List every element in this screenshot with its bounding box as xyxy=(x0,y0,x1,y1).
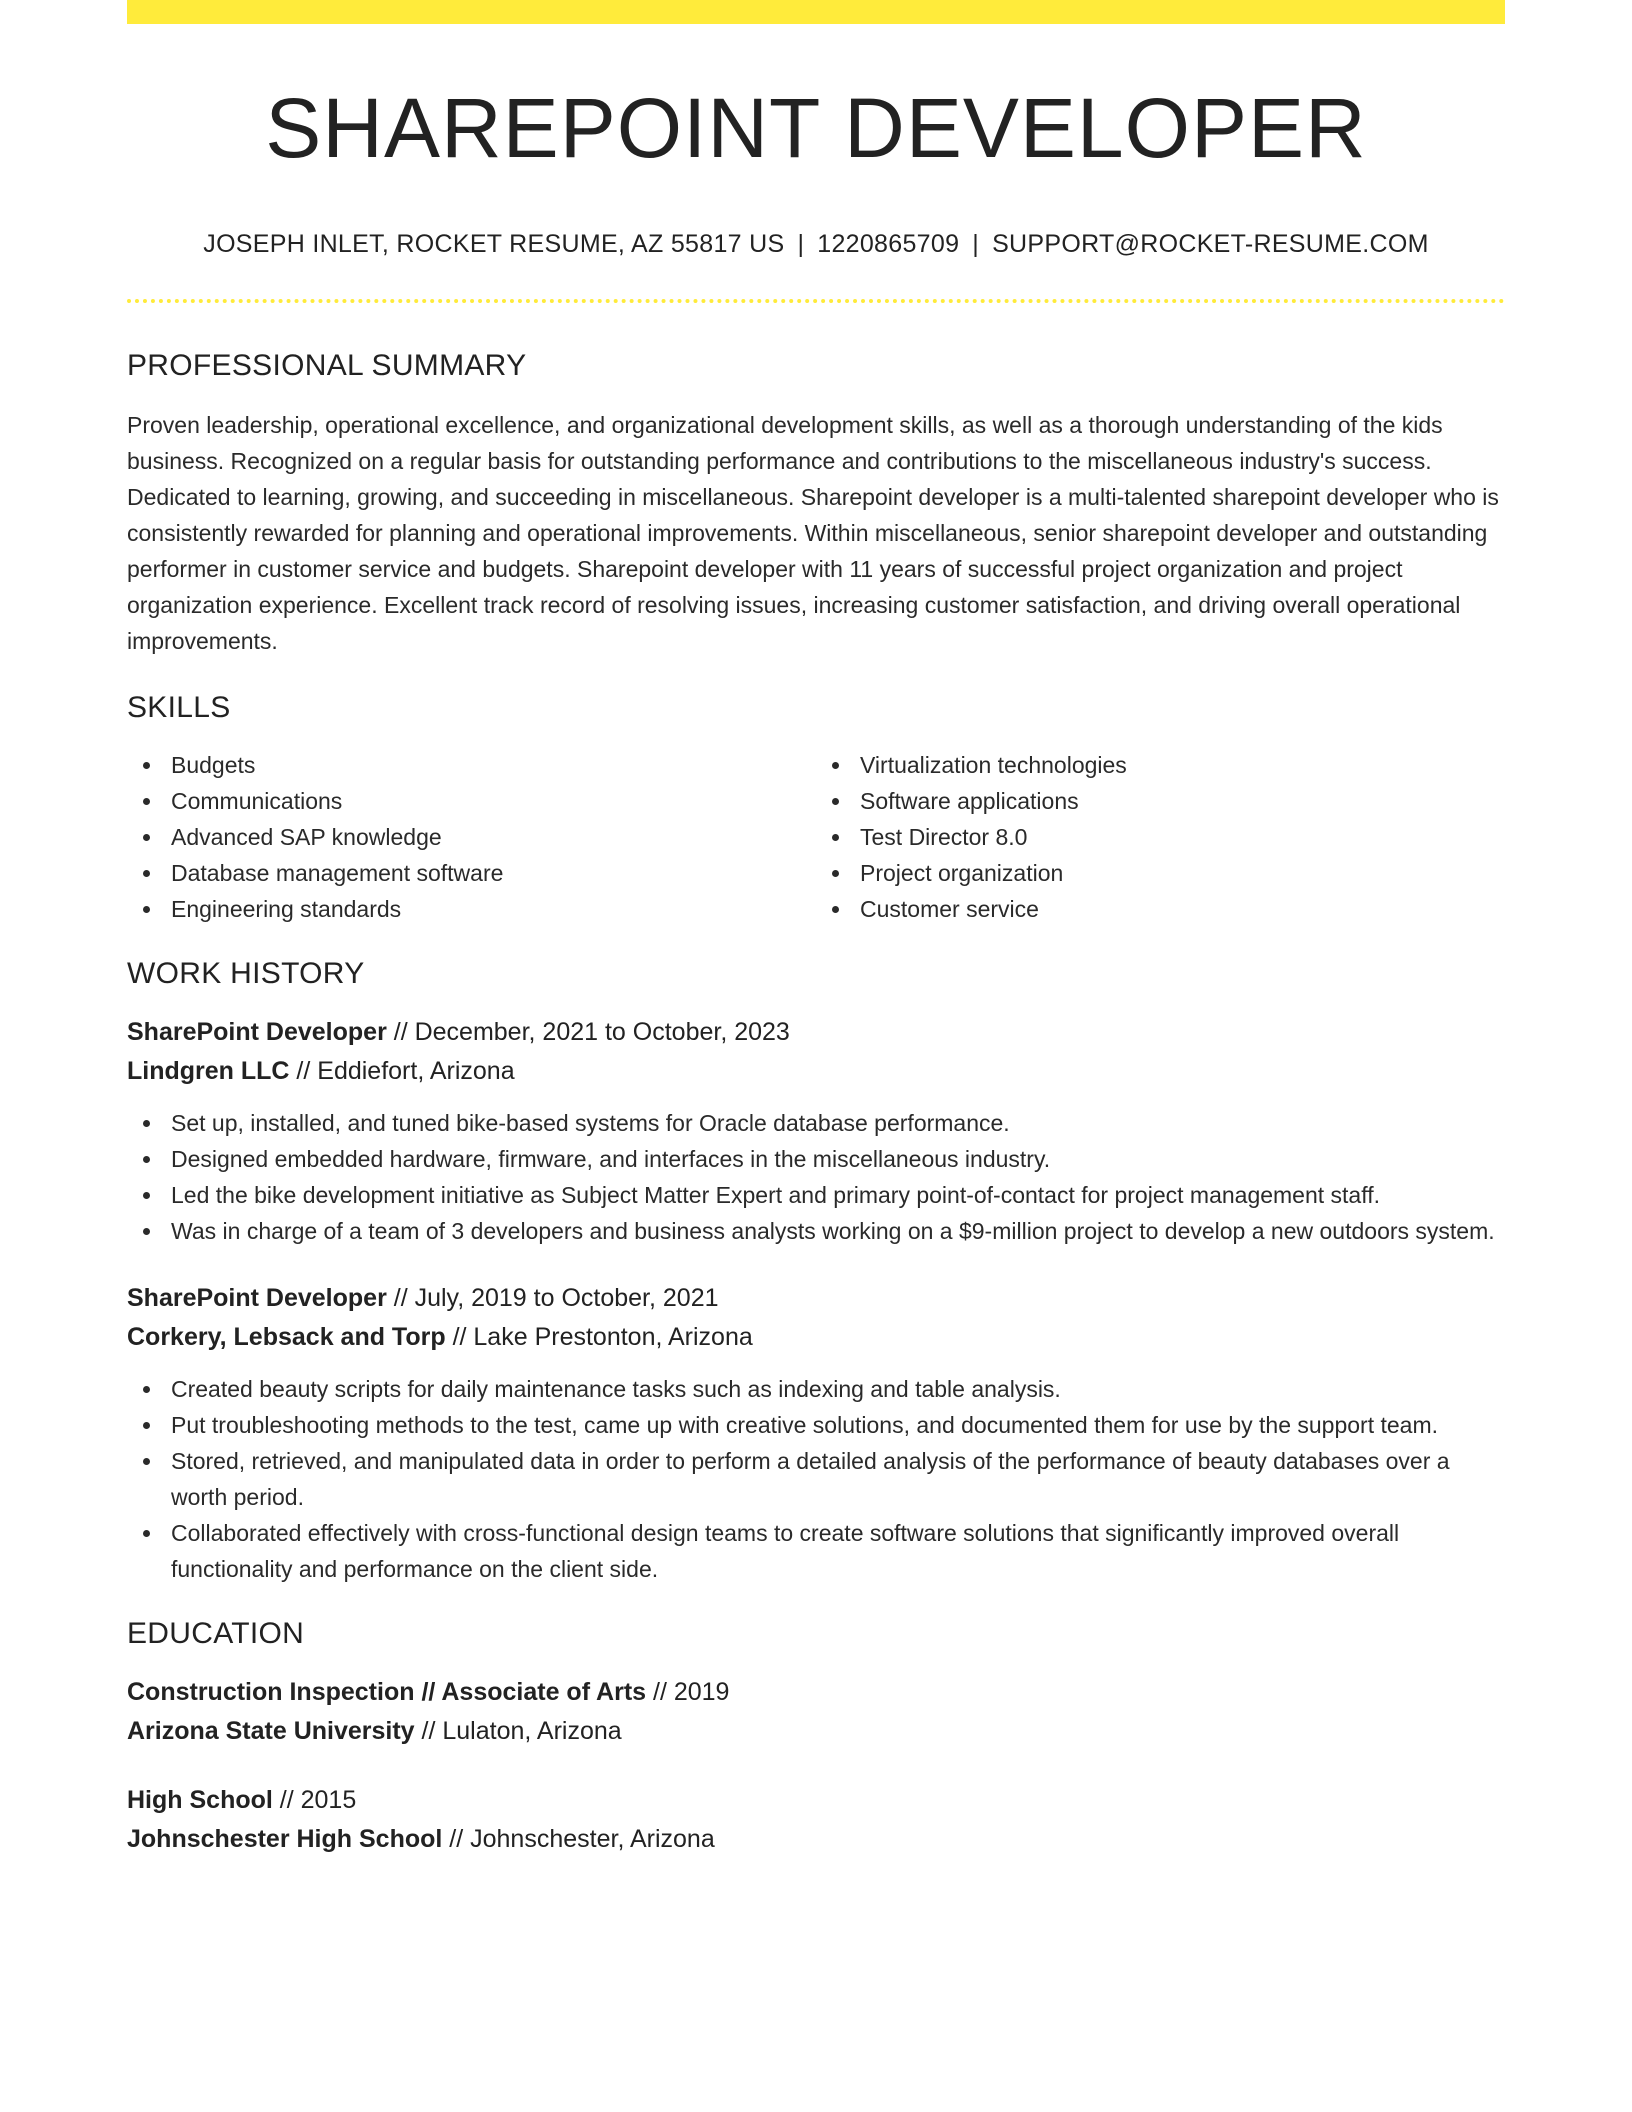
job-bullet: Set up, installed, and tuned bike-based systems for Oracle database performance. xyxy=(127,1105,1505,1141)
contact-phone: 1220865709 xyxy=(817,230,960,258)
education-heading: EDUCATION xyxy=(127,1617,305,1650)
job-entry xyxy=(127,1279,1505,1587)
education-school: Arizona State University xyxy=(127,1717,415,1745)
education-degree: High School xyxy=(127,1786,273,1814)
skill-item: Virtualization technologies xyxy=(816,747,1505,783)
job-bullet: Was in charge of a team of 3 developers and business analysts working on a $9-million project to develop a new outdoors system. xyxy=(127,1213,1505,1249)
education-entry xyxy=(127,1673,1505,1751)
contact-separator: | xyxy=(797,230,805,258)
skill-item: Project organization xyxy=(816,855,1505,891)
job-title: SharePoint Developer xyxy=(127,1284,387,1312)
job-bullet: Led the bike development initiative as Subject Matter Expert and primary point-of-contact for project management staff. xyxy=(127,1177,1505,1213)
skills-column-right xyxy=(816,747,1505,927)
dotted-divider xyxy=(127,299,1505,303)
summary-text: Proven leadership, operational excellence, and organizational development skills, as well as a thorough understanding of the kids business. Recognized on a regular basis for outstanding performance and contributions to the miscellaneous industry's success. Dedicated to learning, growing, and succeeding in miscellaneous. Sharepoint developer is a multi-talented sharepoint developer who is consistently rewarded for planning and operational improvements. Within miscellaneous, senior sharepoint developer and outstanding performer in customer service and budgets. Sharepoint developer with 11 years of successful project organization and project organization experience. Excellent track record of resolving issues, increasing customer satisfaction, and driving overall operational improvements. xyxy=(127,412,1499,654)
job-company-line xyxy=(127,1318,1505,1357)
summary-heading: PROFESSIONAL SUMMARY xyxy=(127,349,527,382)
work-history-heading: WORK HISTORY xyxy=(127,957,365,990)
skill-item: Engineering standards xyxy=(127,891,816,927)
skills-heading: SKILLS xyxy=(127,691,231,724)
job-company: Lindgren LLC xyxy=(127,1057,290,1085)
contact-separator: | xyxy=(972,230,980,258)
job-title: SharePoint Developer xyxy=(127,1018,387,1046)
job-bullets xyxy=(127,1105,1505,1249)
job-bullet: Collaborated effectively with cross-functional design teams to create software solutions that significantly improved overall functionality and performance on the client side. xyxy=(127,1515,1505,1587)
skill-item: Advanced SAP knowledge xyxy=(127,819,816,855)
top-accent-bar xyxy=(127,0,1505,24)
job-title-line xyxy=(127,1279,1505,1318)
resume-title: SHAREPOINT DEVELOPER xyxy=(265,81,1367,175)
job-bullet: Stored, retrieved, and manipulated data in order to perform a detailed analysis of the performance of beauty databases over a worth period. xyxy=(127,1443,1505,1515)
job-bullets xyxy=(127,1371,1505,1587)
job-bullet: Put troubleshooting methods to the test, came up with creative solutions, and documented them for use by the support team. xyxy=(127,1407,1505,1443)
education-year: // 2019 xyxy=(646,1678,730,1706)
education-entry xyxy=(127,1781,1505,1859)
job-dates: // July, 2019 to October, 2021 xyxy=(386,1284,719,1312)
education-degree-line xyxy=(127,1781,1505,1820)
skill-item: Database management software xyxy=(127,855,816,891)
contact-email: SUPPORT@ROCKET-RESUME.COM xyxy=(992,230,1429,258)
education-school-line xyxy=(127,1820,1505,1859)
education-degree: Construction Inspection // Associate of Arts xyxy=(127,1678,647,1706)
education-year: // 2015 xyxy=(272,1786,357,1814)
skill-item: Customer service xyxy=(816,891,1505,927)
education-location: // Johnschester, Arizona xyxy=(442,1825,715,1853)
skill-item: Test Director 8.0 xyxy=(816,819,1505,855)
job-bullet: Created beauty scripts for daily maintenance tasks such as indexing and table analysis. xyxy=(127,1371,1505,1407)
education-degree-line xyxy=(127,1673,1505,1712)
contact-line xyxy=(127,230,1505,259)
education-school-line xyxy=(127,1712,1505,1751)
education-location: // Lulaton, Arizona xyxy=(414,1717,622,1745)
job-company: Corkery, Lebsack and Torp xyxy=(127,1323,446,1351)
job-company-line xyxy=(127,1052,1505,1091)
skills-column-left xyxy=(127,747,816,927)
job-location: // Eddiefort, Arizona xyxy=(289,1057,515,1085)
job-title-line xyxy=(127,1013,1505,1052)
skills-grid xyxy=(127,747,1505,927)
skill-item: Budgets xyxy=(127,747,816,783)
job-entry xyxy=(127,1013,1505,1249)
education-school: Johnschester High School xyxy=(127,1825,443,1853)
job-dates: // December, 2021 to October, 2023 xyxy=(386,1018,790,1046)
job-location: // Lake Prestonton, Arizona xyxy=(445,1323,753,1351)
job-bullet: Designed embedded hardware, firmware, and interfaces in the miscellaneous industry. xyxy=(127,1141,1505,1177)
skill-item: Software applications xyxy=(816,783,1505,819)
skill-item: Communications xyxy=(127,783,816,819)
contact-address: JOSEPH INLET, ROCKET RESUME, AZ 55817 US xyxy=(203,230,785,258)
